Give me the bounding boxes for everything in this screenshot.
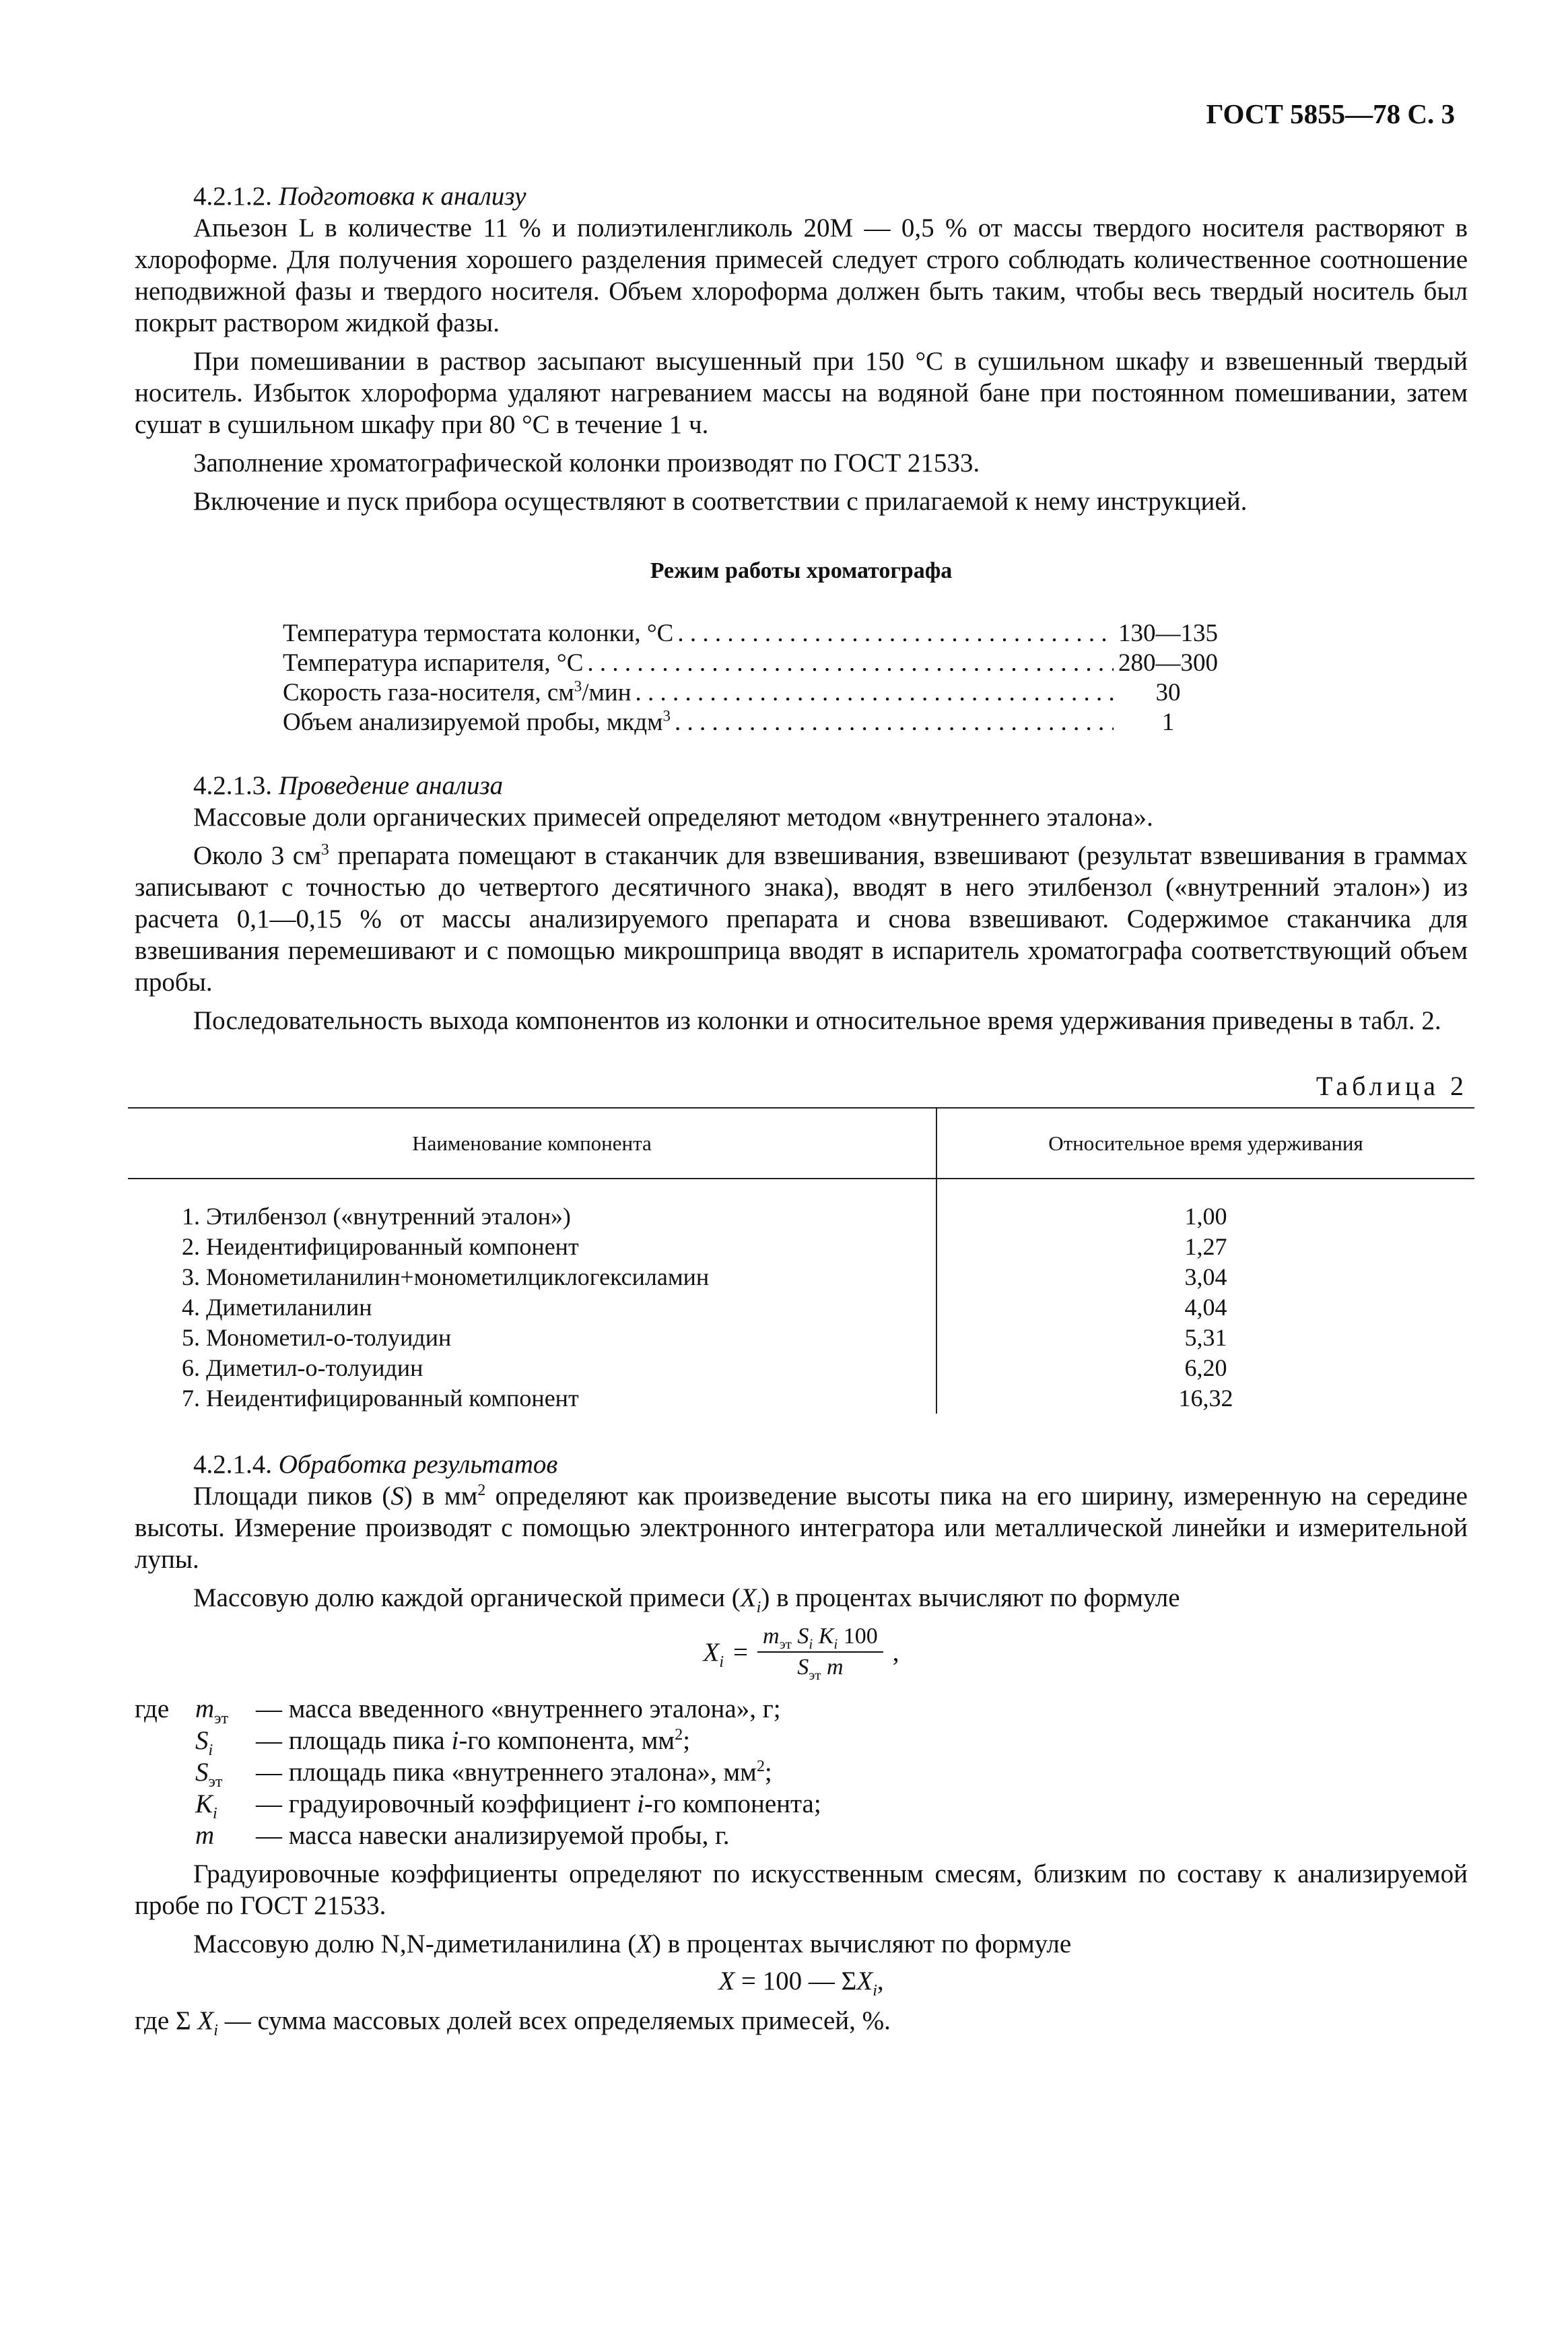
table-row: 2. Неидентифицированный компонент 1,27: [128, 1232, 1474, 1262]
section-number: 4.2.1.4.: [193, 1450, 272, 1479]
leader-dots: [587, 649, 1114, 678]
table-row: 5. Монометил-о-толуидин 5,31: [128, 1323, 1474, 1353]
paragraph: Градуировочные коэффициенты определяют по искусственным смесям, близким по составу к анализируемой пробе по ГОСТ 21533.: [135, 1859, 1468, 1920]
section-4214-heading: [135, 1449, 1468, 1480]
leader-dots: [677, 619, 1114, 649]
leader-dots: [675, 708, 1114, 737]
paragraph: Массовые доли органических примесей определяют методом «внутреннего эталона».: [193, 803, 1153, 832]
leader-dots: [636, 678, 1114, 708]
section-title: Подготовка к анализу: [278, 182, 526, 211]
page-content: [135, 176, 1468, 2037]
fraction: $\frac{m_{эт} S_i K_i 100}{S_{эт} m}$: [757, 1623, 883, 1681]
table-caption: Таблица 2: [1316, 1071, 1468, 1101]
table-row: 4. Диметиланилин 4,04: [128, 1292, 1474, 1323]
paragraph: Включение и пуск прибора осуществляют в соответствии с прилагаемой к нему инструкцией.: [193, 487, 1248, 516]
mode-value: 1: [1161, 708, 1175, 736]
section-title: Проведение анализа: [278, 771, 504, 800]
table-row: 3. Монометиланилин+монометилциклогексиламин 3,04: [128, 1262, 1474, 1292]
paragraph: Апьезон L в количестве 11 % и полиэтиленгликоль 20М — 0,5 % от массы твердого носителя растворяют в хлороформе. Для получения хорошего разделения примесей следует строго соблюдать количественное соотношение неподвижной фазы и твердого носителя. Объем хлороформа должен быть таким, чтобы весь твердый носитель был покрыт раствором жидкой фазы.: [135, 213, 1468, 337]
mode-parameters: [283, 619, 1219, 737]
mode-value: 30: [1155, 679, 1181, 706]
paragraph: Массовую долю каждой органической примеси $(X_i)$ в процентах вычисляют по формуле: [193, 1583, 1180, 1616]
formula-x: X = 100 — $\Sigma X_i$,: [718, 1967, 884, 2000]
mode-title: Режим работы хроматографа: [650, 558, 953, 583]
symbol-definitions: где $m_{эт}$ — масса введенного «внутреннего эталона», г; $S_i$ — площадь пика i-го компонента, $мм^2$; $S_{эт}$ — площадь пика «внутреннего эталона», $мм^2$; $K_i$ — градуировочный коэффициент i-го компонента; m — масса навески анализируемой пробы, г.: [135, 1694, 821, 1850]
paragraph: где Σ $X_i$ — сумма массовых долей всех определяемых примесей, %.: [135, 2006, 891, 2039]
paragraph: Площади пиков (S) в $мм^2$ определяют как произведение высоты пика на его ширину, измеренную на середине высоты. Измерение производят с помощью электронного интегратора или металлической линейки и измерительной лупы.: [135, 1481, 1468, 1574]
mode-label: Температура термостата колонки, °С: [283, 620, 674, 647]
column-header: Относительное время удерживания: [936, 1108, 1474, 1179]
paragraph: Около 3 $см^3$ препарата помещают в стаканчик для взвешивания, взвешивают (результат взвешивания в граммах записывают с точностью до четвертого десятичного знака), вводят в него этилбензол («внутренний эталон») из расчета 0,1—0,15 % от массы анализируемого препарата и снова взвешивают. Содержимое стаканчика для взвешивания перемешивают и с помощью микрошприца вводят в испаритель хроматографа соответствующий объем пробы.: [135, 840, 1468, 997]
section-4213-heading: [135, 770, 1468, 801]
paragraph: Последовательность выхода компонентов из колонки и относительное время удерживания приведены в табл. 2.: [193, 1006, 1441, 1035]
paragraph: Заполнение хроматографической колонки производят по ГОСТ 21533.: [193, 449, 980, 477]
section-number: 4.2.1.2.: [193, 182, 272, 211]
mode-row: [283, 678, 1219, 708]
mode-value: 130—135: [1118, 620, 1218, 647]
page-header: ГОСТ 5855—78 С. 3: [1206, 98, 1455, 129]
mode-row: [283, 708, 1219, 737]
mode-label: Температура испарителя, °С: [283, 649, 584, 677]
column-header: Наименование компонента: [128, 1108, 936, 1179]
mode-row: [283, 619, 1219, 649]
section-4212-heading: [135, 180, 1468, 212]
section-number: 4.2.1.3.: [193, 771, 272, 800]
table-row: 7. Неидентифицированный компонент 16,32: [128, 1383, 1474, 1414]
section-title: Обработка результатов: [278, 1450, 558, 1479]
table-row: 6. Диметил-о-толуидин 6,20: [128, 1353, 1474, 1383]
mode-label: Объем анализируемой пробы, мкдм$^3$: [283, 707, 671, 736]
mode-label: Скорость газа-носителя, $см^3$/мин: [283, 678, 632, 706]
formula-xi: $X_i$ = $\frac{m_{эт} S_i K_i 100}{S_{эт} m}$ ,: [703, 1624, 899, 1683]
mode-value: 280—300: [1118, 649, 1218, 677]
paragraph: При помешивании в раствор засыпают высушенный при 150 °C в сушильном шкафу и взвешенный твердый носитель. Избыток хлороформа удаляют нагреванием массы на водяной бане при постоянном помешивании, затем сушат в сушильном шкафу при 80 °C в течение 1 ч.: [135, 347, 1468, 439]
mode-row: [283, 649, 1219, 678]
table-2: [128, 1107, 1474, 1414]
table-row: 1. Этилбензол («внутренний эталон») 1,00: [128, 1179, 1474, 1232]
paragraph: Массовую долю N,N-диметиланилина (X) в процентах вычисляют по формуле: [193, 1929, 1072, 1958]
